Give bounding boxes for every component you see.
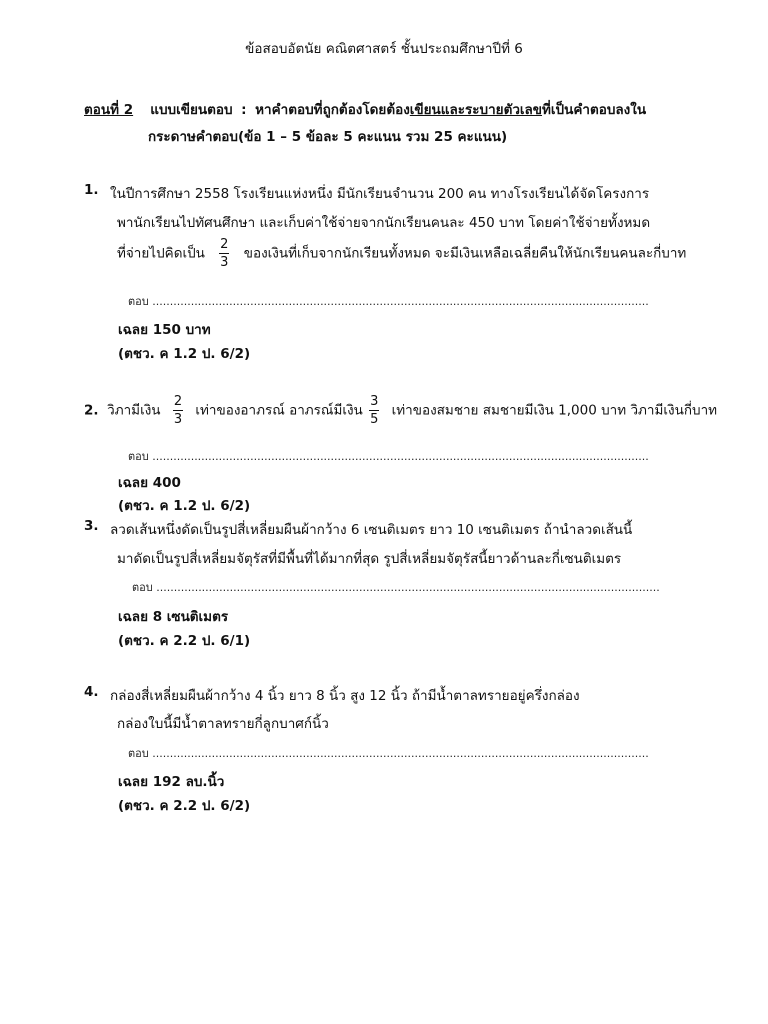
instruction-part-a: หาคำตอบที่ถูกต้องโดยต้อง xyxy=(255,102,410,118)
solution: เฉลย 400 xyxy=(118,475,181,491)
fraction-numerator: 3 xyxy=(370,394,379,409)
solution: เฉลย 8 เซนติเมตร xyxy=(118,609,229,625)
indicator-reference: (ตชว. ค 1.2 ป. 6/2) xyxy=(118,346,251,362)
question-text: ลวดเส้นหนึ่งดัดเป็นรูปสี่เหลี่ยมผืนผ้ากว้าง 6 เซนติเมตร ยาว 10 เซนติเมตร ถ้านำลวดเส้นนี้ xyxy=(110,522,633,538)
answer-line: ตอบ ................................................................................................................................................ xyxy=(132,581,660,594)
answer-line: ตอบ .............................................................................................................................................. xyxy=(128,295,649,308)
exam-title: ข้อสอบอัตนัย คณิตศาสตร์ ชั้นประถมศึกษาปีที่ 6 xyxy=(245,41,523,57)
question-text: ของเงินที่เก็บจากนักเรียนทั้งหมด จะมีเงินเหลือเฉลี่ยคืนให้นักเรียนคนละกี่บาท xyxy=(243,245,687,262)
question-text: เท่าของอาภรณ์ อาภรณ์มีเงิน xyxy=(195,402,363,419)
question-number: 1. xyxy=(84,182,99,198)
fraction xyxy=(369,395,379,426)
question-text: ในปีการศึกษา 2558 โรงเรียนแห่งหนึ่ง มีนักเรียนจำนวน 200 คน ทางโรงเรียนได้จัดโครงการ xyxy=(110,186,650,202)
question-text: พานักเรียนไปทัศนศึกษา และเก็บค่าใช้จ่ายจากนักเรียนคนละ 450 บาท โดยค่าใช้จ่ายทั้งหมด xyxy=(117,215,651,231)
fraction-denominator: 3 xyxy=(173,412,183,427)
fraction xyxy=(219,238,229,269)
instruction-underlined: เขียนและระบายตัวเลข xyxy=(409,102,543,118)
question-number: 2. xyxy=(84,402,99,419)
question-number: 3. xyxy=(84,518,99,534)
instruction-part-b: ที่เป็นคำตอบลงใน xyxy=(542,102,647,118)
section-sep: : xyxy=(241,102,247,118)
section-instruction-line2: กระดาษคำตอบ(ข้อ 1 – 5 ข้อละ 5 คะแนน รวม 25 คะแนน) xyxy=(148,129,508,145)
question-text: มาดัดเป็นรูปสี่เหลี่ยมจัตุรัสที่มีพื้นที่ได้มากที่สุด รูปสี่เหลี่ยมจัตุรัสนี้ยาวด้านละกี่เซนติเมตร xyxy=(117,551,622,567)
fraction-denominator: 5 xyxy=(370,412,379,427)
answer-line: ตอบ .............................................................................................................................................. xyxy=(128,450,649,463)
fraction xyxy=(173,395,183,426)
question-text: กล่องสี่เหลี่ยมผืนผ้ากว้าง 4 นิ้ว ยาว 8 นิ้ว สูง 12 นิ้ว ถ้ามีน้ำตาลทรายอยู่ครึ่งกล่อง xyxy=(110,688,580,704)
question-text: ที่จ่ายไปคิดเป็น xyxy=(117,245,205,262)
indicator-reference: (ตชว. ค 1.2 ป. 6/2) xyxy=(118,498,251,514)
section-label: ตอนที่ 2 xyxy=(84,102,134,118)
answer-line: ตอบ .............................................................................................................................................. xyxy=(128,747,649,760)
question-text: วิภามีเงิน xyxy=(107,402,161,419)
solution: เฉลย 150 บาท xyxy=(118,322,211,338)
question-text: เท่าของสมชาย สมชายมีเงิน 1,000 บาท วิภามีเงินกี่บาท xyxy=(391,402,718,419)
fraction-denominator: 3 xyxy=(220,255,229,270)
question-text-with-fraction xyxy=(117,238,686,269)
question-text: กล่องใบนี้มีน้ำตาลทรายกี่ลูกบาศก์นิ้ว xyxy=(117,716,329,732)
fraction-numerator: 2 xyxy=(220,237,229,252)
indicator-reference: (ตชว. ค 2.2 ป. 6/1) xyxy=(118,633,251,649)
indicator-reference: (ตชว. ค 2.2 ป. 6/2) xyxy=(118,798,251,814)
question-number: 4. xyxy=(84,684,99,700)
fraction-numerator: 2 xyxy=(173,394,183,409)
section-type: แบบเขียนตอบ xyxy=(150,102,233,118)
solution: เฉลย 192 ลบ.นิ้ว xyxy=(118,774,225,790)
section-header xyxy=(84,98,646,120)
question-text-with-fraction xyxy=(84,395,717,426)
